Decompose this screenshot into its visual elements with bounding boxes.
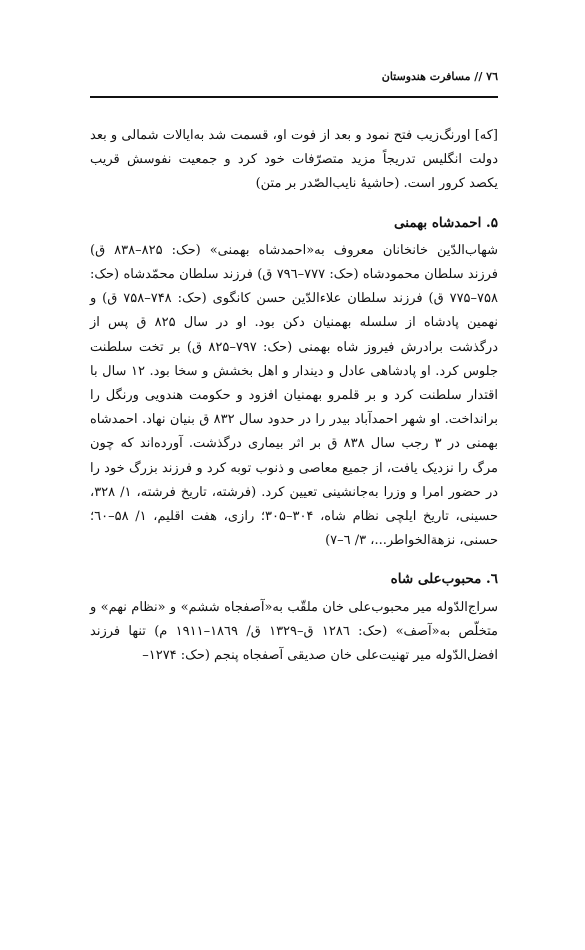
running-title: ۷٦ // مسافرت هندوستان [381,70,498,83]
section-heading-mahboobalishah: ٦. محبوب‌علی شاه [390,571,498,588]
page-body [90,124,498,668]
header-rule [90,96,498,98]
running-header [90,66,498,90]
intro-paragraph: [که] اورنگ‌زیب فتح نمود و بعد از فوت او، قسمت شد به‌ایالات شمالی و بعد دولت انگلیس تدریجاً مزید متصرّفات خود کرد و جمعیت نفوسش قریب یکصد کرور است. (حاشیهٔ نایب‌الصّدر بر متن) [90,128,498,192]
section-heading-ahmadshah: ۵. احمدشاه بهمنی [394,214,498,231]
section-paragraph-ahmadshah: شهاب‌الدّین خانخانان معروف به«احمدشاه بهمنی» (حک: ۸۲۵–۸۳۸ ق) فرزند سلطان محمودشاه (حک: ۷۷۷–۷۹٦ ق) فرزند سلطان محمّدشاه (حک: ۷۵۸–۷۷۵ ق) فرزند سلطان علاءالدّین حسن کانگوی (حک: ۷۴۸–۷۵۸ ق) و نهمین پادشاه از سلسله بهمنیان دکن بود. او در سال ۸۲۵ ق پس از درگذشت برادرش فیروز شاه بهمنی (حک: ۷۹۷–۸۲۵ ق) بر تخت سلطنت جلوس کرد. او پادشاهی عادل و دیندار و اهل بخشش و سخا بود. ۱۲ سال با اقتدار سلطنت کرد و بر قلمرو بهمنیان افزود و حکومت هندویی ورنگل را برانداخت. او شهر احمدآباد بیدر را در حدود سال ۸۳۲ ق بنیان نهاد. احمدشاه بهمنی در ۳ رجب سال ۸۳۸ ق بر اثر بیماری درگذشت. آورده‌اند که چون مرگ را نزدیک یافت، از جمیع معاصی و ذنوب توبه کرد و فرزند بزرگ خود را در حضور امرا و وزرا به‌جانشینی تعیین کرد. (فرشته، تاریخ فرشته، ۱/ ۳۲۸، حسینی، تاریخ ایلچی نظام شاه، ۳۰۴–۳۰۵؛ رازی، هفت اقلیم، ۱/ ۵۸–٦۰؛ حسنی، نزهةالخواطر...، ۳/ ٦–۷) [90,242,499,549]
section-paragraph-mahboobalishah: سراج‌الدّوله میر محبوب‌علی خان ملقّب به«آصفجاه ششم» و «نظام نهم» و متخلّص به«آصف» (حک: ۱۲۸٦ ق–۱۳۲۹ ق/ ۱۸٦۹–۱۹۱۱ م) تنها فرزند افضل‌الدّوله میر تهنیت‌علی خان صدیقی آصفجاه پنجم (حک: ۱۲۷۴– [90,599,499,664]
